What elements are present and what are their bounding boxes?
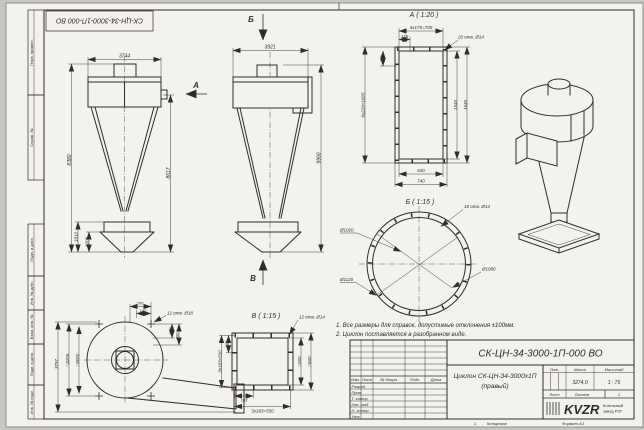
dim-v-first-bottom: 183 bbox=[240, 397, 248, 403]
col-list: Лист bbox=[361, 377, 373, 382]
tb-sheets-label: Листов bbox=[574, 392, 590, 397]
dim-a-pitch-left: 6х229=1605 bbox=[360, 92, 366, 118]
detail-a-holes-note: 20 отв. Ø14 bbox=[458, 34, 484, 40]
detail-v-title: В ( 1:15 ) bbox=[251, 313, 281, 320]
dim-v-first-left: 183 bbox=[224, 340, 230, 348]
dim-b-dia-bolts: Ø1080 bbox=[482, 266, 496, 272]
tb-name-line2: (правый) bbox=[481, 383, 509, 390]
dim-front-height-total: 8380 bbox=[67, 154, 73, 166]
dim-scroll-200-top: 200 bbox=[136, 300, 144, 306]
dim-front-height-cone: 8617 bbox=[166, 167, 172, 179]
dim-a-inner-h: 1545 bbox=[452, 99, 458, 111]
bottom-margin-format: Формат А3 bbox=[562, 421, 584, 426]
tb-sheet-label: Лист bbox=[549, 392, 560, 397]
row-razrab: Разраб. bbox=[351, 384, 366, 389]
tb-designation: СК-ЦН-34-3000-1П-000 ВО bbox=[478, 348, 603, 360]
sheet bbox=[6, 3, 643, 427]
dim-a-inner-w: 640 bbox=[417, 168, 425, 173]
row-nkontr: Н. контр. bbox=[351, 408, 370, 413]
note-2: 2. Циклон поставляется в разобранном виде. bbox=[336, 332, 467, 338]
tb-scale-value: 1 : 75 bbox=[607, 380, 621, 386]
dim-side-height: 9990 bbox=[316, 152, 323, 164]
row-nachotd: Нач. отд bbox=[351, 402, 369, 407]
dim-v-pitch-bottom: 3х183=550 bbox=[251, 408, 274, 414]
margin-label-inv-podl: Инв. № подл. bbox=[29, 389, 34, 415]
dim-v-pitch-left: 3х183=550 bbox=[217, 350, 223, 373]
dim-a-first-top: 175 bbox=[400, 33, 409, 39]
margin-label-podp-data-1: Подп. и дата bbox=[29, 238, 34, 262]
row-tkontr: Т. контр. bbox=[351, 396, 369, 401]
dim-v-inner: □500 bbox=[296, 356, 302, 367]
top-stamp-designation: СК-ЦН-34-3000-1П-000 ВО bbox=[56, 16, 143, 24]
col-docnum: № докум. bbox=[380, 377, 398, 382]
dim-side-width: 3921 bbox=[264, 44, 276, 51]
arrow-label-b: Б bbox=[248, 15, 254, 24]
dim-scroll-200-side: 200 bbox=[174, 332, 180, 340]
dim-b-dia-outer: Ø1120 bbox=[340, 277, 354, 282]
tb-name-line1: Циклон СК-ЦН-34-3000х1П bbox=[453, 373, 537, 380]
note-1: 1. Все размеры для справок, допустимые отклонения ±100мм. bbox=[336, 323, 515, 329]
detail-b-title: Б ( 1:15 ) bbox=[405, 199, 435, 206]
arrow-label-v: В bbox=[250, 274, 256, 283]
col-podp: Подп. bbox=[409, 377, 421, 382]
margin-label-perv-primen: Перв. примен. bbox=[29, 39, 34, 66]
tb-lit-label: Лит. bbox=[549, 366, 560, 372]
dim-scroll-sq-outer: □3206 bbox=[64, 353, 70, 367]
tb-mass-value: 3274,0 bbox=[572, 380, 588, 386]
margin-label-sprav: Справ. № bbox=[29, 128, 34, 147]
tb-scale-label: Масштаб bbox=[604, 366, 624, 372]
dim-a-outer-h: 1645 bbox=[462, 99, 468, 111]
dim-scroll-sq-inner: □3000 bbox=[74, 353, 80, 367]
bottom-margin-num: 1 bbox=[473, 421, 477, 426]
logo-sub1: Котельный bbox=[603, 403, 624, 408]
margin-label-vzam-inv: Взам. инв. № bbox=[29, 314, 34, 340]
dim-front-bunker: 1810 bbox=[73, 231, 79, 243]
margin-label-podp-data-2: Подп. и дата bbox=[29, 352, 34, 377]
dim-scroll-140-top: 140 bbox=[139, 307, 147, 313]
col-izm: Изм. bbox=[351, 377, 360, 382]
tb-mass-label: Масса bbox=[574, 366, 586, 372]
dim-front-width: 3744 bbox=[118, 53, 131, 60]
dim-a-outer-w: 740 bbox=[417, 178, 425, 184]
logo-sub2: завод РЗТ bbox=[603, 408, 623, 414]
dim-front-bunker-cone: 1005 bbox=[84, 236, 90, 248]
row-prov: Пров. bbox=[351, 390, 363, 395]
dim-v-outer: □600 bbox=[306, 356, 312, 367]
dim-scroll-height: 3797 bbox=[53, 358, 59, 370]
detail-a-title: А ( 1:20 ) bbox=[409, 12, 439, 19]
dim-a-first-left: 229 bbox=[378, 55, 384, 62]
detail-b-holes-note: 18 отв. Ø14 bbox=[464, 204, 490, 209]
col-data: Дата bbox=[430, 377, 442, 382]
dim-scroll-140-side: 140 bbox=[167, 327, 173, 335]
scroll-holes-note: 12 отв. Ø18 bbox=[167, 310, 193, 316]
bottom-margin-copied: Копировал bbox=[487, 421, 507, 426]
row-utv: Утв. bbox=[351, 414, 361, 419]
tb-sheets-value: 1 bbox=[617, 392, 621, 397]
margin-label-inv-dubl: Инв. № дубл. bbox=[29, 280, 34, 306]
detail-v-holes-note: 12 отв. Ø14 bbox=[299, 314, 325, 320]
section-label-a: А bbox=[193, 81, 199, 90]
dim-a-pitch-top: 4х175=700 bbox=[409, 25, 433, 31]
dim-b-dia-inner: Ø1020 bbox=[340, 227, 354, 233]
logo-text: KVZR bbox=[564, 402, 600, 417]
